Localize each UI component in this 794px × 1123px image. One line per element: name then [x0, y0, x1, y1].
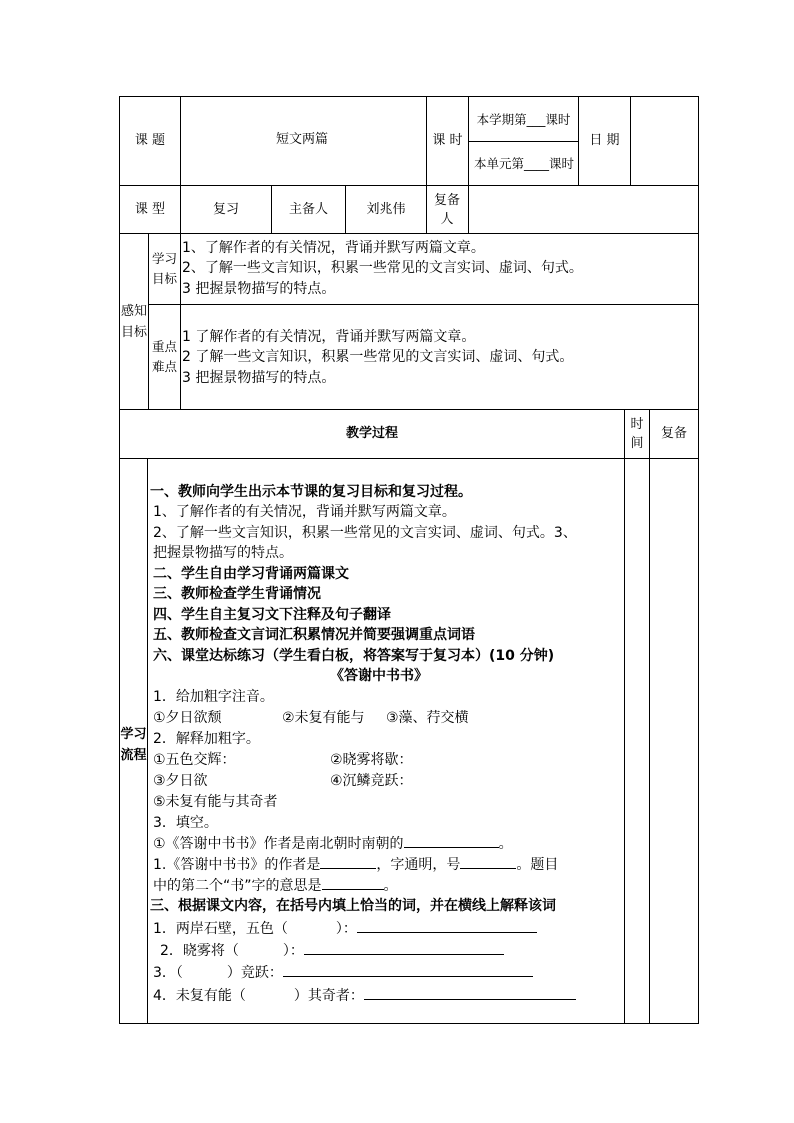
fill-blank-line: 1．两岸石壁，五色（ ）：	[153, 918, 537, 940]
step-heading: 三、根据课文内容，在括号内填上恰当的词，并在横线上解释该词	[150, 898, 556, 914]
answer-blank[interactable]	[320, 854, 376, 869]
topic-value: 短文两篇	[276, 132, 329, 147]
question-item: ①五色交辉：	[153, 752, 236, 768]
type-label: 课 型	[134, 201, 166, 217]
preparer-value: 刘兆伟	[366, 201, 406, 217]
answer-blank[interactable]	[364, 985, 576, 1000]
type-value: 复习	[212, 201, 239, 217]
process-side-label: 学习流程	[120, 727, 147, 763]
exercise-title: 《答谢中书书》	[330, 668, 428, 684]
study-goal-item: 3 把握景物描写的特点。	[182, 281, 336, 297]
key-point-item: 2 了解一些文言知识，积累一些常见的文言实词、虚词、句式。	[182, 349, 574, 365]
fill-blank-line: 4．未复有能（ ）其奇者：	[153, 985, 576, 1007]
question-item: ④沉鳞竞跃：	[330, 773, 413, 789]
period-unit: 本单元第____课时	[474, 156, 575, 171]
question-heading: 2．解释加粗字。	[153, 731, 260, 747]
key-points-label: 重点难点	[151, 339, 177, 374]
step-heading: 一、教师向学生出示本节课的复习目标和复习过程。	[150, 484, 472, 500]
question-item: ⑤未复有能与其奇者	[153, 794, 278, 810]
study-goal-item: 2、了解一些文言知识，积累一些常见的文言实词、虚词、句式。	[182, 260, 583, 276]
step-heading: 四、学生自主复习文下注释及句子翻译	[153, 607, 391, 623]
step-heading: 五、教师检查文言词汇积累情况并简要强调重点词语	[153, 627, 475, 643]
goal-line: 1、了解作者的有关情况，背诵并默写两篇文章。	[153, 504, 456, 520]
goal-line: 2、了解一些文言知识，积累一些常见的文言实词、虚词、句式。3、	[153, 525, 577, 541]
goals-section-label: 感知目标	[120, 304, 147, 340]
fill-blank-line: 2．晓雾将（ ）：	[160, 940, 504, 962]
question-item: ③藻、荇交横	[386, 710, 469, 726]
date-value[interactable]	[631, 97, 698, 185]
time-label: 时间	[630, 417, 644, 451]
fill-blank-line: ①《答谢中书书》作者是南北朝时南朝的 。	[153, 833, 513, 855]
study-goals-label: 学习目标	[151, 251, 177, 286]
answer-blank[interactable]	[460, 854, 516, 869]
answer-blank[interactable]	[304, 940, 504, 955]
date-label: 日 期	[589, 133, 620, 149]
preparer-label: 主备人	[288, 201, 328, 217]
answer-blank[interactable]	[357, 918, 537, 933]
question-item: ①夕日欲颓	[153, 710, 222, 726]
question-item: ②晓雾将歇：	[330, 752, 413, 768]
review-label: 复备人	[433, 192, 460, 227]
answer-blank[interactable]	[322, 875, 384, 890]
question-item: ③夕日欲	[153, 773, 208, 789]
review-column-label: 复备	[660, 426, 687, 442]
goal-line: 把握景物描写的特点。	[153, 545, 293, 561]
step-heading: 二、学生自由学习背诵两篇课文	[153, 566, 349, 582]
fill-blank-line: 1.《答谢中书书》的作者是 ，字通明，号 。题目	[153, 854, 558, 876]
study-goal-item: 1、了解作者的有关情况，背诵并默写两篇文章。	[182, 240, 485, 256]
step-heading: 六、课堂达标练习（学生看白板，将答案写于复习本）(10 分钟)	[153, 648, 555, 664]
topic-label: 课 题	[134, 133, 166, 149]
step-heading: 三、教师检查学生背诵情况	[153, 586, 321, 602]
fill-blank-line: 中的第二个“书”字的意思是 。	[153, 875, 398, 897]
process-title: 教学过程	[345, 426, 398, 442]
period-label: 课 时	[432, 133, 463, 149]
key-point-item: 1 了解作者的有关情况，背诵并默写两篇文章。	[182, 329, 476, 345]
question-heading: 3．填空。	[153, 815, 218, 831]
question-heading: 1．给加粗字注音。	[153, 689, 274, 705]
question-item: ②未复有能与	[282, 710, 365, 726]
period-semester: 本学期第___课时	[476, 111, 571, 127]
answer-blank[interactable]	[404, 833, 499, 848]
key-point-item: 3 把握景物描写的特点。	[182, 370, 336, 386]
fill-blank-line: 3．（ ）竞跃：	[153, 962, 533, 984]
answer-blank[interactable]	[283, 962, 533, 977]
